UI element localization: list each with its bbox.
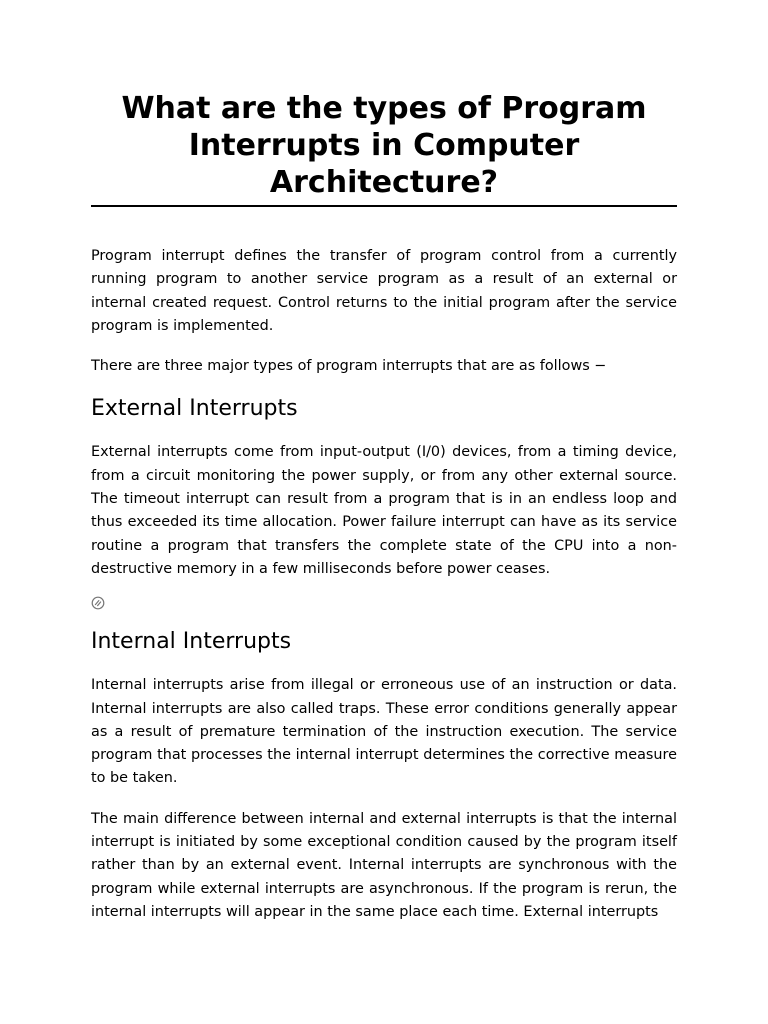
intro-paragraph: Program interrupt defines the transfer of program control from a currently running program to another service program as a result of an external or internal created request. Control returns to the initial program after the service program is implemented. — [91, 248, 677, 334]
document-page — [91, 90, 677, 924]
section-heading-internal-interrupts: Internal Interrupts — [91, 629, 292, 655]
section-heading-external-interrupts: External Interrupts — [91, 396, 298, 422]
difference-paragraph: The main difference between internal and external interrupts is that the internal interrupt is initiated by some exceptional condition caused by the program itself rather than by an external event. Internal interrupts are synchronous with the program while external interrupts are asynchronous. If the program is rerun, the internal interrupts will appear in the same place each time. External interrupts — [91, 810, 677, 920]
types-paragraph: There are three major types of program interrupts that are as follows − — [91, 358, 607, 375]
internal-interrupts-paragraph: Internal interrupts arise from illegal or erroneous use of an instruction or data. Internal interrupts are also called traps. These error conditions generally appear as a result of premature termination of the instruction execution. The service program that processes the internal interrupt determines the corrective measure to be taken. — [91, 677, 677, 787]
external-interrupts-paragraph: External interrupts come from input-output (I/0) devices, from a timing device, from a circuit monitoring the power supply, or from any other external source. The timeout interrupt can result from a program that is in an endless loop and thus exceeded its time allocation. Power failure interrupt can have as its service routine a program that transfers the complete state of the CPU into a non-destructive memory in a few milliseconds before power ceases. — [91, 444, 677, 577]
ad-badge[interactable] — [91, 596, 677, 612]
ad-badge-icon — [91, 596, 105, 610]
page-title: What are the types of Program Interrupts in Computer Architecture? — [91, 90, 677, 207]
